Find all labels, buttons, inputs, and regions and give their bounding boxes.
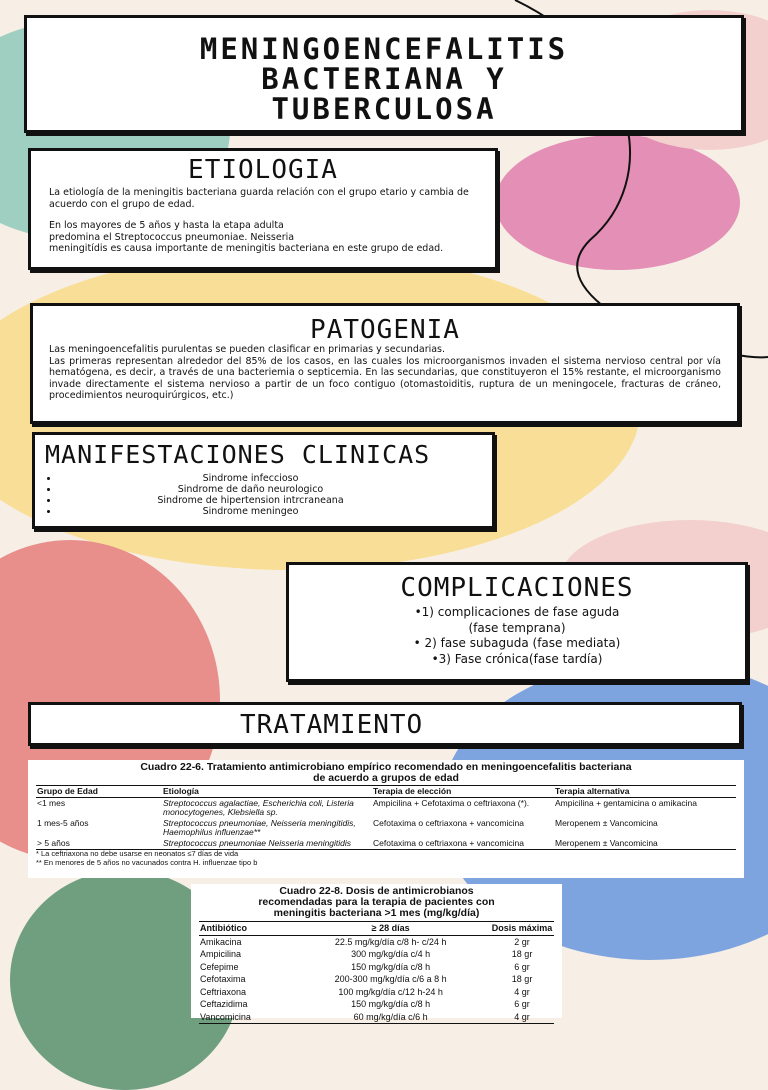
table-row: Ampicilina 300 mg/kg/día c/4 h 18 gr [200,949,533,959]
table-header: Terapia de elección [373,786,452,796]
complicaciones-item-1: •1) complicaciones de fase aguda [414,605,620,619]
title-line-1: MENINGOENCEFALITIS [199,32,569,66]
table-row: Ceftriaxona 100 mg/kg/día c/12 h-24 h 4 gr [200,986,530,997]
title-line-2: BACTERIANA Y [261,62,507,96]
tratamiento-heading: TRATAMIENTO [240,710,424,740]
table-header: Antibiótico [200,923,247,933]
complicaciones-card [286,562,748,682]
etiologia-line-c: meningitídis es causa importante de meningitis bacteriana en este grupo de edad. [49,243,444,254]
table-header: ≥ 28 días [371,923,410,933]
table-cuadro-22-8 [191,884,562,1022]
table-header: Grupo de Edad [37,786,98,796]
table-row: Cefepime 150 mg/kg/día c/8 h 6 gr [200,961,530,972]
etiologia-card [28,148,498,270]
list-item: • Sindrome de daño neurologico [59,484,482,495]
etiologia-line-b: predomina el Streptococcus pneumoniae. Neisseria [49,231,295,243]
list-item: • Sindrome meningeo [59,506,482,517]
complicaciones-item-1-detail: (fase temprana) [468,620,566,635]
etiologia-line-a: En los mayores de 5 años y hasta la etapa adulta [49,220,284,231]
table-row: Cefotaxima 200-300 mg/kg/día c/6 a 8 h 18 gr [200,974,533,984]
etiologia-heading: ETIOLOGIA [188,155,338,185]
table-row: > 5 años Streptococcus pneumoniae Neisseria meningitidis Cefotaxima o ceftriaxona + vancomicina Meropenem ± Vancomicina [36,838,736,850]
table-row: Vancomicina 60 mg/kg/día c/6 h 4 gr [199,1011,554,1024]
table-header: Dosis máxima [491,923,553,934]
table-2-title: Cuadro 22-8. Dosis de antimicrobianos recomendadas para la terapia de pacientes con meningitis bacteriana >1 mes (mg/kg/día) [258,885,495,919]
list-item: • Sindrome infeccioso [59,473,482,484]
patogenia-line-2: Las primeras representan alrededor del 85% de los casos, en las cuales los microorganismos invaden el sistema nervioso central por vía hematógena, es decir, a través de una bacteriemia o septicemia. En las secundarias, que constituyeron el 15% restante, el microorganismo invade directamente el sistema nervioso a partir de un foco contiguo (otomastoiditis, ruptura de un meningocele, fracturas de cráneo, procedimientos neuroquirúrgicos, etc.) [49,355,721,401]
title-card [24,15,744,133]
table-header: Etiología [163,786,199,796]
complicaciones-heading: COMPLICACIONES [400,573,634,603]
tratamiento-card [28,702,742,746]
patogenia-card [30,303,740,424]
complicaciones-item-3: •3) Fase crónica(fase tardía) [431,651,603,666]
complicaciones-list [299,605,735,667]
page-title [27,34,741,124]
table-1-footnote-1: * La ceftriaxona no debe usarse en neonatos ≤7 días de vida [36,849,239,858]
etiologia-paragraph-2 [49,220,477,255]
table-1-title: Cuadro 22-6. Tratamiento antimicrobiano empírico recomendado en meningoencefalitis bacteriana de acuerdo a grupos de edad [140,761,632,784]
table-header: Terapia alternativa [555,786,630,796]
patogenia-heading: PATOGENIA [310,315,460,345]
table-1-footnote-2: ** En menores de 5 años no vacunados contra H. influenzae tipo b [36,857,258,867]
manifestaciones-card [32,432,495,529]
table-row: 1 mes-5 años Streptococcus pneumoniae, Neisseria meningitidis, Haemophilus influenzae** Cefotaxima o ceftriaxona + vancomicina Meropenem ± Vancomicina [37,818,658,837]
table-row: Amikacina 22.5 mg/kg/día c/8 h- c/24 h 2 gr [200,936,530,947]
table-1 [36,785,736,850]
table-cuadro-22-6 [28,760,744,878]
list-item: • Sindrome de hipertension intrcraneana [59,495,482,506]
manifestaciones-list [45,473,482,517]
title-line-3: TUBERCULOSA [271,92,497,126]
patogenia-line-1: Las meningoencefalitis purulentas se pueden clasificar en primarias y secundarias. [49,344,446,355]
etiologia-paragraph-1: La etiología de la meningitis bacteriana guarda relación con el grupo etario y cambia de acuerdo con el grupo de edad. [49,187,469,210]
table-row: <1 mes Streptococcus agalactiae, Escherichia coli, Listeria monocytogenes, Klebsiella sp. Ampicilina + Cefotaxima o ceftriaxona (*). Ampicilina + gentamicina o amikacina [37,798,697,817]
manifestaciones-heading: MANIFESTACIONES CLINICAS [45,440,431,469]
table-row: Ceftazidima 150 mg/kg/día c/8 h 6 gr [200,999,530,1009]
table-2 [199,921,554,1024]
complicaciones-item-2: • 2) fase subaguda (fase mediata) [413,636,621,650]
